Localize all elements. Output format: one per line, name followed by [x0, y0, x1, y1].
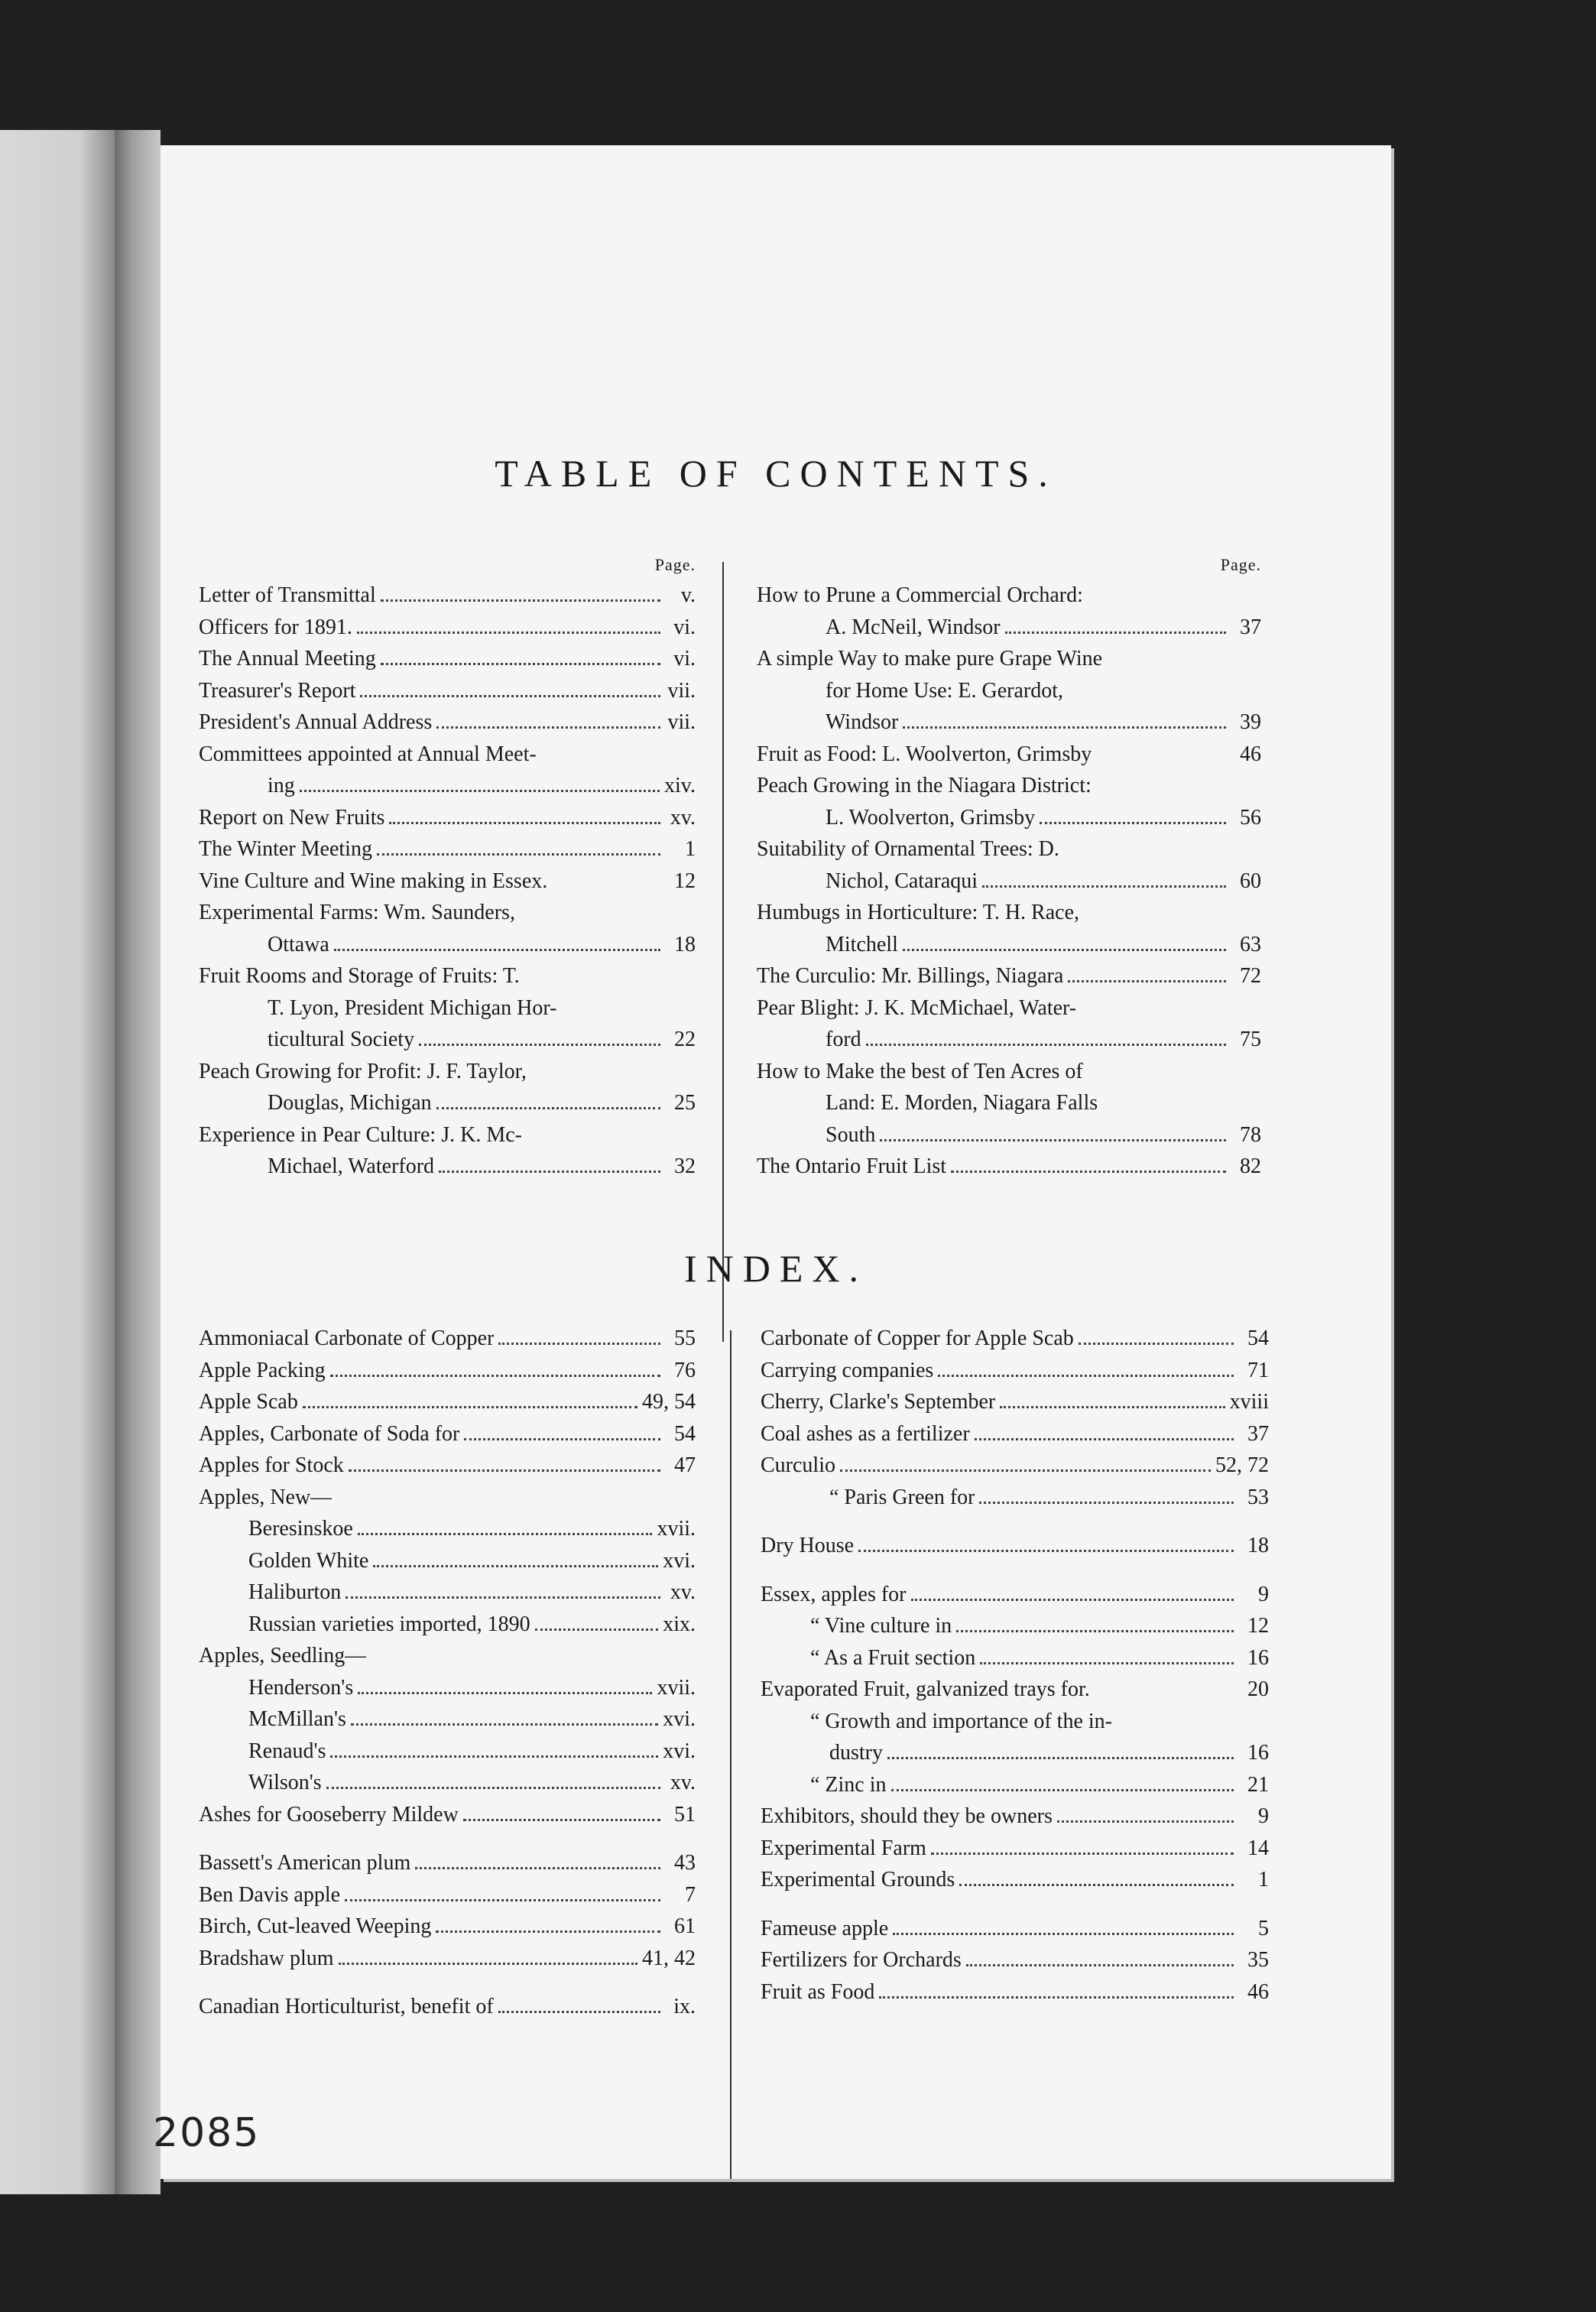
entry-text: A. McNeil, Windsor: [826, 615, 1001, 639]
entry-page: 12: [674, 869, 696, 893]
leader-dots: [326, 1787, 660, 1789]
entry-text: Peach Growing for Profit: J. F. Taylor,: [199, 1059, 527, 1083]
entry-text: ticultural Society: [268, 1028, 415, 1051]
entry-row: [199, 1418, 696, 1450]
entry-page: 46: [1247, 1979, 1269, 2004]
leader-dots: [373, 1565, 658, 1567]
entry-row: [199, 1513, 696, 1545]
entry-row: [757, 833, 1261, 865]
entry-text: Ben Davis apple: [199, 1882, 341, 1907]
leader-dots: [858, 1550, 1234, 1552]
entry-row: [761, 1579, 1269, 1611]
entry-text: Dry House: [761, 1534, 855, 1557]
left-page-edge: [0, 130, 115, 2194]
entry-text: Fameuse apple: [761, 1916, 889, 1940]
entry-text: Fruit Rooms and Storage of Fruits: T.: [199, 964, 520, 988]
leader-dots: [330, 1375, 660, 1377]
entry-page: v.: [680, 583, 696, 607]
leader-dots: [980, 1662, 1234, 1664]
entry-row: [199, 1056, 696, 1088]
entry-row: [199, 1450, 696, 1482]
leader-dots: [931, 1853, 1234, 1855]
entry-text: Ottawa: [268, 932, 329, 956]
entry-row: [757, 1151, 1261, 1183]
entry-row: [199, 612, 696, 644]
entry-gap: [199, 1974, 696, 1991]
entry-page: 18: [674, 932, 696, 956]
entry-text: McMillan's: [248, 1707, 346, 1731]
leader-dots: [303, 1406, 637, 1408]
document-page: [161, 145, 1391, 2179]
entry-page: 39: [1240, 710, 1261, 734]
entry-gap: [199, 1830, 696, 1847]
leader-dots: [381, 599, 660, 602]
entry-page: 1: [685, 837, 696, 861]
entry-page: 60: [1240, 869, 1261, 893]
leader-dots: [951, 1171, 1226, 1173]
entry-row: [761, 1674, 1269, 1706]
entry-row: [761, 1833, 1269, 1865]
leader-dots: [463, 1819, 660, 1821]
leader-dots: [360, 695, 660, 697]
entry-row: [199, 1151, 696, 1183]
entry-text: Experimental Farm: [761, 1836, 926, 1860]
entry-row: [199, 643, 696, 675]
entry-page: 55: [674, 1326, 696, 1350]
entry-row: [761, 1323, 1269, 1355]
entry-page: 61: [674, 1914, 696, 1938]
entry-page: 16: [1247, 1741, 1269, 1765]
entry-row: [761, 1944, 1269, 1976]
entry-text: Peach Growing in the Niagara District:: [757, 774, 1092, 797]
entry-text: Apple Scab: [199, 1390, 298, 1414]
leader-dots: [956, 1630, 1234, 1632]
entry-row: [199, 1799, 696, 1831]
entry-row: [757, 770, 1261, 802]
entry-text: Mitchell: [826, 932, 898, 956]
entry-row: [761, 1418, 1269, 1450]
toc-column-divider: [722, 562, 724, 1342]
entry-row: [199, 1703, 696, 1736]
entry-page: vii.: [667, 710, 696, 734]
entry-text: Experimental Grounds: [761, 1868, 955, 1891]
entry-row: [761, 1801, 1269, 1833]
entry-row: [757, 802, 1261, 834]
leader-dots: [349, 1469, 660, 1472]
entry-page: 43: [674, 1851, 696, 1875]
entry-text: The Annual Meeting: [199, 647, 376, 671]
entry-text: “ Vine culture in: [810, 1614, 952, 1638]
entry-text: Bassett's American plum: [199, 1851, 411, 1875]
entry-row: [761, 1482, 1269, 1514]
index-right-column: [761, 1323, 1269, 2008]
entry-text: Canadian Horticulturist, benefit of: [199, 1995, 494, 2018]
entry-text: Vine Culture and Wine making in Essex.: [199, 869, 548, 893]
entry-row: [199, 1879, 696, 1911]
entry-text: A simple Way to make pure Grape Wine: [757, 647, 1103, 671]
entry-gap: [761, 1513, 1269, 1530]
entry-text: Pear Blight: J. K. McMichael, Water-: [757, 995, 1077, 1020]
entry-text: Beresinskoe: [248, 1517, 353, 1541]
entry-text: Fruit as Food: [761, 1979, 875, 2004]
entry-row: [199, 1323, 696, 1355]
entry-page: 9: [1258, 1804, 1269, 1828]
leader-dots: [1057, 1820, 1234, 1823]
entry-row: [199, 1991, 696, 2023]
entry-text: Treasurer's Report: [199, 678, 356, 703]
entry-text: Bradshaw plum: [199, 1946, 334, 1970]
entry-text: Haliburton: [248, 1580, 342, 1604]
entry-page: xv.: [670, 805, 696, 830]
entry-row: [199, 1545, 696, 1577]
entry-text: Henderson's: [248, 1675, 354, 1700]
entry-text: Ashes for Gooseberry Mildew: [199, 1802, 459, 1827]
entry-row: [199, 865, 696, 898]
entry-row: [757, 580, 1261, 612]
leader-dots: [419, 1044, 660, 1046]
page-header: Page.: [654, 555, 696, 574]
entry-row: [199, 1911, 696, 1943]
entry-page: xvi.: [663, 1548, 696, 1573]
entry-row: [757, 1119, 1261, 1151]
entry-row: [757, 992, 1261, 1024]
entry-text: Golden White: [248, 1548, 369, 1573]
leader-dots: [1005, 632, 1226, 634]
entry-row: [199, 1577, 696, 1609]
entry-text: Suitability of Ornamental Trees: D.: [757, 837, 1059, 861]
entry-text: How to Prune a Commercial Orchard:: [757, 583, 1083, 607]
entry-text: Letter of Transmittal: [199, 583, 376, 607]
entry-text: T. Lyon, President Michigan Hor-: [268, 995, 557, 1020]
entry-page: 82: [1240, 1154, 1261, 1178]
entry-page: 63: [1240, 932, 1261, 956]
entry-text: Windsor: [826, 710, 899, 734]
entry-page: 41, 42: [642, 1946, 696, 1970]
entry-row: [757, 643, 1261, 675]
entry-text: Douglas, Michigan: [268, 1091, 432, 1115]
entry-text: Fertilizers for Orchards: [761, 1948, 962, 1972]
entry-page: 71: [1247, 1358, 1269, 1382]
entry-page: 25: [674, 1091, 696, 1115]
entry-page: 14: [1247, 1836, 1269, 1860]
entry-page: 76: [674, 1358, 696, 1382]
leader-dots: [535, 1628, 659, 1631]
entry-row: [757, 739, 1261, 771]
entry-text: ing: [268, 774, 295, 797]
leader-dots: [891, 1789, 1234, 1791]
entry-page: 22: [674, 1028, 696, 1051]
entry-text: Apples, Seedling—: [199, 1644, 367, 1667]
entry-page: 12: [1247, 1614, 1269, 1638]
entry-text: ford: [826, 1028, 861, 1051]
leader-dots: [381, 663, 660, 665]
entry-page: 78: [1240, 1122, 1261, 1147]
entry-page: 53: [1247, 1485, 1269, 1509]
entry-row: [761, 1355, 1269, 1387]
leader-dots: [330, 1755, 658, 1758]
entry-row: [761, 1976, 1269, 2008]
entry-page: 1: [1258, 1868, 1269, 1891]
entry-page: xvi.: [663, 1739, 696, 1763]
handwritten-number: 2085: [153, 2110, 261, 2156]
entry-row: [761, 1386, 1269, 1418]
index-left-column: [199, 1323, 696, 2023]
entry-text: L. Woolverton, Grimsby: [826, 805, 1036, 830]
entry-row: [761, 1642, 1269, 1674]
entry-row: [757, 1087, 1261, 1119]
entry-page: 5: [1258, 1916, 1269, 1940]
entry-text: Committees appointed at Annual Meet-: [199, 742, 537, 766]
leader-dots: [938, 1375, 1234, 1377]
entry-page: xviii: [1229, 1390, 1269, 1414]
entry-text: Essex, apples for: [761, 1582, 907, 1606]
entry-row: [199, 675, 696, 707]
entry-page: xvi.: [663, 1707, 696, 1731]
entry-row: [757, 1024, 1261, 1056]
entry-text: Apple Packing: [199, 1358, 326, 1382]
entry-row: [199, 580, 696, 612]
entry-text: Apples, Carbonate of Soda for: [199, 1421, 460, 1446]
entry-page: 54: [674, 1421, 696, 1446]
entry-row: [757, 960, 1261, 992]
entry-text: South: [826, 1122, 876, 1147]
toc-left-column: [199, 550, 696, 1183]
entry-page: xv.: [670, 1580, 696, 1604]
leader-dots: [389, 822, 660, 824]
entry-row: [199, 1672, 696, 1704]
toc-right-column: [757, 550, 1261, 1183]
entry-text: Exhibitors, should they be owners: [761, 1804, 1053, 1828]
entry-row: [199, 706, 696, 739]
leader-dots: [903, 726, 1226, 729]
leader-dots: [415, 1867, 660, 1869]
entry-page: ix.: [673, 1995, 696, 2018]
entry-row: [757, 929, 1261, 961]
entry-text: Curculio: [761, 1453, 835, 1477]
entry-page: 37: [1247, 1421, 1269, 1446]
entry-row: [761, 1530, 1269, 1562]
entry-row: [199, 1640, 696, 1672]
entry-text: “ Zinc in: [810, 1772, 887, 1797]
entry-row: [199, 1943, 696, 1975]
entry-page: 51: [674, 1802, 696, 1827]
entry-text: Humbugs in Horticulture: T. H. Race,: [757, 901, 1079, 924]
entry-text: Experimental Farms: Wm. Saunders,: [199, 901, 515, 924]
entry-text: Russian varieties imported, 1890: [248, 1612, 530, 1636]
leader-dots: [351, 1723, 658, 1726]
entry-row: [199, 833, 696, 865]
entry-page: xv.: [670, 1771, 696, 1794]
entry-text: Carbonate of Copper for Apple Scab: [761, 1326, 1074, 1350]
entry-row: [761, 1769, 1269, 1801]
entry-gap: [761, 1562, 1269, 1579]
leader-dots: [911, 1599, 1234, 1601]
page-header: Page.: [1220, 555, 1261, 574]
leader-dots: [436, 726, 660, 729]
entry-page: 18: [1247, 1534, 1269, 1557]
leader-dots: [840, 1469, 1211, 1472]
entry-row: [199, 802, 696, 834]
entry-row: [199, 1847, 696, 1879]
leader-dots: [1000, 1406, 1225, 1408]
entry-text: President's Annual Address: [199, 710, 433, 734]
leader-dots: [377, 853, 660, 856]
entry-page: 49, 54: [642, 1390, 696, 1414]
index-title: INDEX.: [683, 1247, 868, 1290]
entry-text: Coal ashes as a fertilizer: [761, 1421, 970, 1446]
entry-text: Ammoniacal Carbonate of Copper: [199, 1326, 495, 1350]
entry-row: [199, 897, 696, 929]
leader-dots: [887, 1757, 1234, 1759]
entry-row: [761, 1610, 1269, 1642]
leader-dots: [357, 632, 660, 634]
leader-dots: [339, 1963, 637, 1965]
entry-row: [757, 706, 1261, 739]
entry-text: Renaud's: [248, 1739, 326, 1763]
entry-page: xvii.: [657, 1517, 696, 1541]
entry-text: Officers for 1891.: [199, 615, 352, 639]
entry-text: Experience in Pear Culture: J. K. Mc-: [199, 1122, 522, 1147]
entry-page: xiv.: [664, 774, 696, 797]
entry-row: [757, 1056, 1261, 1088]
entry-page: 35: [1247, 1948, 1269, 1972]
entry-row: [761, 1706, 1269, 1738]
leader-dots: [979, 1502, 1234, 1504]
entry-text: The Curculio: Mr. Billings, Niagara: [757, 964, 1064, 988]
entry-page: vi.: [673, 615, 696, 639]
entry-page: 52, 72: [1215, 1453, 1269, 1477]
entry-page: vi.: [673, 647, 696, 671]
leader-dots: [498, 2011, 660, 2013]
entry-page: 37: [1240, 615, 1261, 639]
entry-row: [199, 1355, 696, 1387]
entry-row: [199, 1386, 696, 1418]
entry-page: 46: [1240, 742, 1261, 766]
entry-text: The Winter Meeting: [199, 837, 372, 861]
entry-page: 47: [674, 1453, 696, 1477]
entry-text: Report on New Fruits: [199, 805, 385, 830]
entry-text: Michael, Waterford: [268, 1154, 435, 1178]
leader-dots: [498, 1343, 660, 1345]
entry-row: [199, 992, 696, 1024]
leader-dots: [1040, 822, 1226, 824]
entry-text: Apples, New—: [199, 1485, 332, 1509]
leader-dots: [966, 1964, 1234, 1966]
leader-dots: [1068, 980, 1226, 982]
entry-row: [199, 770, 696, 802]
leader-dots: [975, 1438, 1234, 1440]
leader-dots: [358, 1692, 652, 1694]
entry-row: [199, 1087, 696, 1119]
entry-page: 7: [685, 1882, 696, 1907]
leader-dots: [866, 1044, 1226, 1046]
entry-page: 20: [1247, 1677, 1269, 1701]
entry-page: 9: [1258, 1582, 1269, 1606]
leader-dots: [893, 1933, 1234, 1935]
entry-text: “ Growth and importance of the in-: [810, 1709, 1112, 1733]
entry-page: 56: [1240, 805, 1261, 830]
leader-dots: [436, 1107, 660, 1109]
entry-gap: [761, 1896, 1269, 1913]
entry-row: [761, 1913, 1269, 1945]
entry-row: [757, 897, 1261, 929]
leader-dots: [300, 790, 660, 792]
entry-row: [199, 1609, 696, 1641]
leader-dots: [879, 1996, 1234, 1999]
entry-row: [199, 1736, 696, 1768]
entry-page: 54: [1247, 1326, 1269, 1350]
entry-row: [757, 865, 1261, 898]
entry-row: [757, 675, 1261, 707]
leader-dots: [1079, 1343, 1234, 1345]
leader-dots: [464, 1438, 660, 1440]
entry-row: [199, 960, 696, 992]
entry-text: for Home Use: E. Gerardot,: [826, 678, 1064, 703]
entry-row: [199, 1482, 696, 1514]
entry-text: Wilson's: [248, 1771, 322, 1794]
leader-dots: [959, 1884, 1234, 1886]
entry-row: [761, 1450, 1269, 1482]
entry-text: Fruit as Food: L. Woolverton, Grimsby: [757, 742, 1092, 766]
entry-row: [199, 929, 696, 961]
entry-row: [199, 739, 696, 771]
entry-page: 32: [674, 1154, 696, 1178]
entry-text: Carrying companies: [761, 1358, 934, 1382]
entry-text: Nichol, Cataraqui: [826, 869, 978, 893]
entry-page: 16: [1247, 1645, 1269, 1670]
entry-text: How to Make the best of Ten Acres of: [757, 1059, 1083, 1083]
leader-dots: [345, 1899, 660, 1901]
leader-dots: [436, 1930, 660, 1933]
entry-page: xix.: [663, 1612, 696, 1636]
entry-row: [199, 1119, 696, 1151]
leader-dots: [439, 1171, 660, 1173]
entry-row: [761, 1864, 1269, 1896]
entry-text: The Ontario Fruit List: [757, 1154, 947, 1178]
book-spine: [115, 130, 161, 2194]
entry-page: 21: [1247, 1772, 1269, 1797]
entry-page: 75: [1240, 1028, 1261, 1051]
leader-dots: [903, 949, 1226, 951]
entry-text: “ As a Fruit section: [810, 1645, 976, 1670]
entry-page: xvii.: [657, 1675, 696, 1700]
entry-row: [199, 1024, 696, 1056]
entry-row: [199, 1767, 696, 1799]
leader-dots: [358, 1533, 653, 1535]
entry-row: [757, 612, 1261, 644]
entry-text: Apples for Stock: [199, 1453, 344, 1477]
entry-text: Cherry, Clarke's September: [761, 1390, 996, 1414]
leader-dots: [880, 1139, 1226, 1141]
entry-text: dustry: [829, 1741, 883, 1765]
entry-text: Birch, Cut-leaved Weeping: [199, 1914, 432, 1938]
entry-text: Evaporated Fruit, galvanized trays for.: [761, 1677, 1090, 1701]
entry-row: [761, 1737, 1269, 1769]
index-column-divider: [730, 1330, 732, 2179]
toc-title: TABLE OF CONTENTS.: [495, 452, 1057, 495]
leader-dots: [982, 885, 1226, 888]
entry-page: vii.: [667, 678, 696, 703]
entry-text: “ Paris Green for: [829, 1485, 975, 1509]
entry-text: Land: E. Morden, Niagara Falls: [826, 1091, 1098, 1115]
leader-dots: [334, 949, 660, 951]
entry-page: 72: [1240, 964, 1261, 988]
leader-dots: [345, 1596, 660, 1599]
